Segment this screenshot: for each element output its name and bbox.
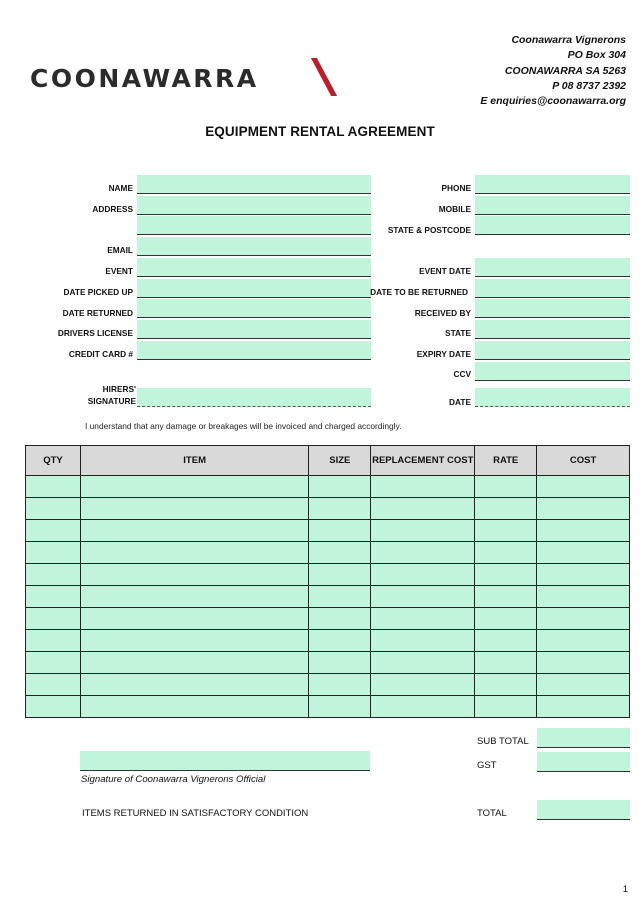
email-label: EMAIL <box>107 245 133 255</box>
item-cell[interactable] <box>80 542 309 564</box>
cost-cell[interactable] <box>537 520 630 542</box>
event-label: EVENT <box>105 266 133 276</box>
table-row <box>26 652 630 674</box>
table-row <box>26 542 630 564</box>
address-field-line1[interactable] <box>137 196 371 215</box>
cost-cell[interactable] <box>537 564 630 586</box>
mobile-field[interactable] <box>475 196 630 215</box>
item-cell[interactable] <box>80 564 309 586</box>
total-label: TOTAL <box>477 808 507 819</box>
col-header-cost: COST <box>537 446 630 476</box>
gst-field[interactable] <box>537 752 630 772</box>
date-picked-up-label: DATE PICKED UP <box>63 287 133 297</box>
sub-total-field[interactable] <box>537 728 630 748</box>
item-cell[interactable] <box>80 498 309 520</box>
col-header-qty: QTY <box>26 446 81 476</box>
cost-cell[interactable] <box>537 696 630 718</box>
replacement-cost-cell[interactable] <box>371 674 475 696</box>
size-cell[interactable] <box>309 498 371 520</box>
email-field[interactable] <box>137 237 371 256</box>
rate-cell[interactable] <box>475 696 537 718</box>
col-header-item: ITEM <box>80 446 309 476</box>
mobile-label: MOBILE <box>438 204 471 214</box>
qty-cell[interactable] <box>26 542 81 564</box>
replacement-cost-cell[interactable] <box>371 520 475 542</box>
phone-label: PHONE <box>441 183 471 193</box>
table-row <box>26 696 630 718</box>
cost-cell[interactable] <box>537 630 630 652</box>
ccv-field[interactable] <box>475 362 630 381</box>
date-returned-label: DATE RETURNED <box>62 308 133 318</box>
replacement-cost-cell[interactable] <box>371 630 475 652</box>
state-postcode-field[interactable] <box>475 216 630 235</box>
rate-cell[interactable] <box>475 608 537 630</box>
qty-cell[interactable] <box>26 476 81 498</box>
rate-cell[interactable] <box>475 564 537 586</box>
col-header-size: SIZE <box>309 446 371 476</box>
size-cell[interactable] <box>309 520 371 542</box>
address-line-email: E enquiries@coonawarra.org <box>480 95 626 108</box>
replacement-cost-cell[interactable] <box>371 564 475 586</box>
item-cell[interactable] <box>80 674 309 696</box>
item-cell[interactable] <box>80 652 309 674</box>
damage-disclaimer: I understand that any damage or breakages will be invoiced and charged accordingly. <box>85 421 402 431</box>
name-field[interactable] <box>137 175 371 194</box>
item-cell[interactable] <box>80 630 309 652</box>
qty-cell[interactable] <box>26 520 81 542</box>
size-cell[interactable] <box>309 630 371 652</box>
size-cell[interactable] <box>309 696 371 718</box>
total-field[interactable] <box>537 800 630 820</box>
sub-total-label: SUB TOTAL <box>477 736 529 747</box>
table-row <box>26 586 630 608</box>
replacement-cost-cell[interactable] <box>371 608 475 630</box>
rate-cell[interactable] <box>475 586 537 608</box>
signature-label: SIGNATURE <box>87 396 136 406</box>
size-cell[interactable] <box>309 608 371 630</box>
contact-address-block <box>480 33 626 109</box>
credit-card-label: CREDIT CARD # <box>68 349 133 359</box>
item-cell[interactable] <box>80 608 309 630</box>
rate-cell[interactable] <box>475 674 537 696</box>
logo-wordmark: COONAWARRA <box>30 63 259 93</box>
replacement-cost-cell[interactable] <box>371 542 475 564</box>
rate-cell[interactable] <box>475 652 537 674</box>
received-by-field[interactable] <box>475 299 630 318</box>
phone-field[interactable] <box>475 175 630 194</box>
table-row <box>26 564 630 586</box>
col-header-replacement-cost: REPLACEMENT COST <box>371 446 475 476</box>
qty-cell[interactable] <box>26 608 81 630</box>
size-cell[interactable] <box>309 476 371 498</box>
table-row <box>26 476 630 498</box>
replacement-cost-cell[interactable] <box>371 498 475 520</box>
state-field[interactable] <box>475 320 630 339</box>
equipment-table <box>25 445 630 718</box>
official-signature-caption: Signature of Coonawarra Vignerons Official <box>81 774 266 785</box>
page-number: 1 <box>622 884 628 895</box>
size-cell[interactable] <box>309 564 371 586</box>
address-line-town: COONAWARRA SA 5263 <box>504 64 626 77</box>
replacement-cost-cell[interactable] <box>371 476 475 498</box>
credit-card-field[interactable] <box>137 341 371 360</box>
qty-cell[interactable] <box>26 652 81 674</box>
address-line-pobox: PO Box 304 <box>567 49 626 62</box>
item-cell[interactable] <box>80 520 309 542</box>
date-label: DATE <box>449 397 471 407</box>
date-picked-up-field[interactable] <box>137 279 371 298</box>
replacement-cost-cell[interactable] <box>371 586 475 608</box>
gst-label: GST <box>477 760 497 771</box>
rate-cell[interactable] <box>475 542 537 564</box>
cost-cell[interactable] <box>537 586 630 608</box>
size-cell[interactable] <box>309 652 371 674</box>
date-to-be-returned-field[interactable] <box>475 279 630 298</box>
cost-cell[interactable] <box>537 674 630 696</box>
col-header-rate: RATE <box>475 446 537 476</box>
event-date-field[interactable] <box>475 258 630 277</box>
qty-cell[interactable] <box>26 674 81 696</box>
rate-cell[interactable] <box>475 498 537 520</box>
size-cell[interactable] <box>309 542 371 564</box>
drivers-license-field[interactable] <box>137 320 371 339</box>
qty-cell[interactable] <box>26 630 81 652</box>
replacement-cost-cell[interactable] <box>371 696 475 718</box>
item-cell[interactable] <box>80 476 309 498</box>
event-field[interactable] <box>137 258 371 277</box>
hirers-signature-field[interactable] <box>137 388 371 407</box>
address-line-org: Coonawarra Vignerons <box>511 34 626 46</box>
cost-cell[interactable] <box>537 542 630 564</box>
expiry-date-label: EXPIRY DATE <box>416 349 471 359</box>
rate-cell[interactable] <box>475 476 537 498</box>
page-title: EQUIPMENT RENTAL AGREEMENT <box>205 124 435 139</box>
cost-cell[interactable] <box>537 476 630 498</box>
qty-cell[interactable] <box>26 564 81 586</box>
state-label: STATE <box>445 328 471 338</box>
ccv-label: CCV <box>453 369 471 379</box>
address-label: ADDRESS <box>92 204 133 214</box>
logo-accent-slash <box>311 58 337 96</box>
size-cell[interactable] <box>309 586 371 608</box>
rate-cell[interactable] <box>475 630 537 652</box>
table-header-row <box>26 446 630 476</box>
qty-cell[interactable] <box>26 498 81 520</box>
replacement-cost-cell[interactable] <box>371 652 475 674</box>
table-row <box>26 674 630 696</box>
date-to-be-returned-label: DATE TO BE RETURNED <box>370 287 468 297</box>
cost-cell[interactable] <box>537 608 630 630</box>
name-label: NAME <box>108 183 133 193</box>
table-row <box>26 498 630 520</box>
table-row <box>26 630 630 652</box>
item-cell[interactable] <box>80 696 309 718</box>
qty-cell[interactable] <box>26 696 81 718</box>
cost-cell[interactable] <box>537 652 630 674</box>
rate-cell[interactable] <box>475 520 537 542</box>
qty-cell[interactable] <box>26 586 81 608</box>
date-field[interactable] <box>475 388 630 407</box>
address-line-phone: P 08 8737 2392 <box>552 79 626 92</box>
event-date-label: EVENT DATE <box>419 266 471 276</box>
table-row <box>26 520 630 542</box>
cost-cell[interactable] <box>537 498 630 520</box>
table-row <box>26 608 630 630</box>
date-returned-field[interactable] <box>137 299 371 318</box>
item-cell[interactable] <box>80 586 309 608</box>
official-signature-field[interactable] <box>80 751 370 771</box>
address-field-line2[interactable] <box>137 216 371 235</box>
drivers-license-label: DRIVERS LICENSE <box>57 328 133 338</box>
hirers-label: HIRERS' <box>102 384 136 394</box>
size-cell[interactable] <box>309 674 371 696</box>
items-returned-label: ITEMS RETURNED IN SATISFACTORY CONDITION <box>82 808 309 819</box>
coonawarra-logo <box>30 58 259 98</box>
received-by-label: RECEIVED BY <box>414 308 471 318</box>
expiry-date-field[interactable] <box>475 341 630 360</box>
state-postcode-label: STATE & POSTCODE <box>387 225 471 235</box>
